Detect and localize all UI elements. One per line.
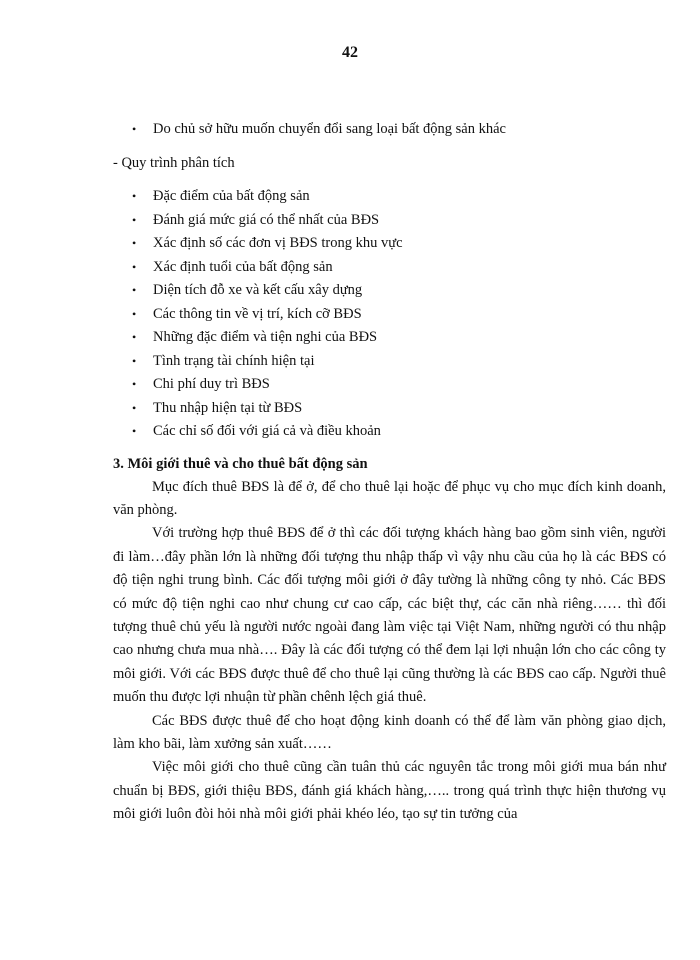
list-item — [113, 350, 666, 374]
section-heading: 3. Môi giới thuê và cho thuê bất động sản — [113, 455, 368, 472]
list-item-text: Tình trạng tài chính hiện tại — [153, 352, 315, 369]
bullet-icon: • — [132, 330, 137, 344]
analysis-heading: - Quy trình phân tích — [113, 154, 235, 171]
paragraph-purpose: Mục đích thuê BĐS là để ở, để cho thuê lại hoặc để phục vụ cho mục đích kinh doanh, văn phòng. — [113, 478, 666, 518]
list-item — [113, 420, 666, 444]
list-item-text: Đánh giá mức giá có thể nhất của BĐS — [153, 211, 380, 228]
page-number: 42 — [342, 44, 358, 61]
list-item-text: Các chỉ số đối với giá cả và điều khoản — [153, 423, 381, 439]
list-item — [113, 303, 666, 327]
list-item-text: Những đặc điểm và tiện nghi của BĐS — [153, 329, 378, 345]
list-item — [113, 279, 666, 303]
analysis-list — [113, 185, 666, 444]
list-item-text: Xác định tuổi của bất động sản — [153, 258, 333, 275]
list-item-text: Các thông tin về vị trí, kích cỡ BĐS — [153, 305, 362, 322]
list-item — [113, 256, 666, 280]
paragraph-business: Các BĐS được thuê để cho hoạt động kinh doanh có thể để làm văn phòng giao dịch, làm kho bãi, làm xưởng sản xuất…… — [113, 712, 666, 752]
list-item-text: Chi phí duy trì BĐS — [153, 376, 270, 392]
list-item — [113, 209, 666, 233]
bullet-icon: • — [132, 377, 137, 391]
intro-bullet-item — [113, 118, 666, 142]
bullet-icon: • — [132, 400, 137, 415]
bullet-icon: • — [132, 424, 137, 438]
list-item — [113, 185, 666, 209]
bullet-icon: • — [132, 283, 137, 297]
list-item-text: Đặc điểm của bất động sản — [153, 188, 310, 204]
bullet-icon: • — [132, 189, 137, 203]
bullet-text: Do chủ sở hữu muốn chuyển đổi sang loại bất động sản khác — [153, 121, 506, 137]
paragraph-housing: Với trường hợp thuê BĐS để ở thì các đối tượng khách hàng bao gồm sinh viên, người đi làm…đây phần lớn là những đối tượng thu nhập thấp vì vậy nhu cầu của họ là các BĐS có độ tiện nghi trung bình. Các đối tượng môi giới ở đây tường là những công ty nhỏ. Các BĐS có mức độ tiện nghi cao như chung cư cao cấp, các biệt thự, các căn nhà riêng…… thì đối tượng thuê chủ yếu là người nước ngoài đang làm việc tại Việt Nam, những người có thu nhập cao nhưng chưa mua nhà…. Đây là các đối tượng có thể đem lại lợi nhuận lớn cho các công ty môi giới. Với các BĐS được thuê để cho thuê lại cũng thường là các BĐS cao cấp. Người thuê muốn thu được lợi nhuận từ phần chênh lệch giá thuê. — [113, 525, 666, 706]
bullet-icon: • — [132, 212, 137, 227]
bullet-icon: • — [132, 236, 137, 250]
list-item — [113, 326, 666, 350]
document-body — [113, 118, 666, 827]
bullet-icon: • — [132, 306, 137, 321]
list-item — [113, 232, 666, 256]
list-item-text: Diện tích đỗ xe và kết cấu xây dựng — [153, 282, 363, 298]
paragraph-principles: Việc môi giới cho thuê cũng cần tuân thủ các nguyên tắc trong môi giới mua bán như chuẩn bị BĐS, giới thiệu BĐS, đánh giá khách hàng,….. trong quá trình thực hiện thương vụ môi giới luôn đòi hỏi nhà môi giới phải khéo léo, tạo sự tin tưởng của — [113, 759, 666, 823]
bullet-icon: • — [132, 122, 137, 136]
bullet-icon: • — [132, 259, 137, 274]
list-item — [113, 397, 666, 421]
list-item-text: Xác định số các đơn vị BĐS trong khu vực — [153, 235, 403, 251]
bullet-icon: • — [132, 353, 137, 368]
list-item — [113, 373, 666, 397]
list-item-text: Thu nhập hiện tại từ BĐS — [153, 399, 303, 416]
